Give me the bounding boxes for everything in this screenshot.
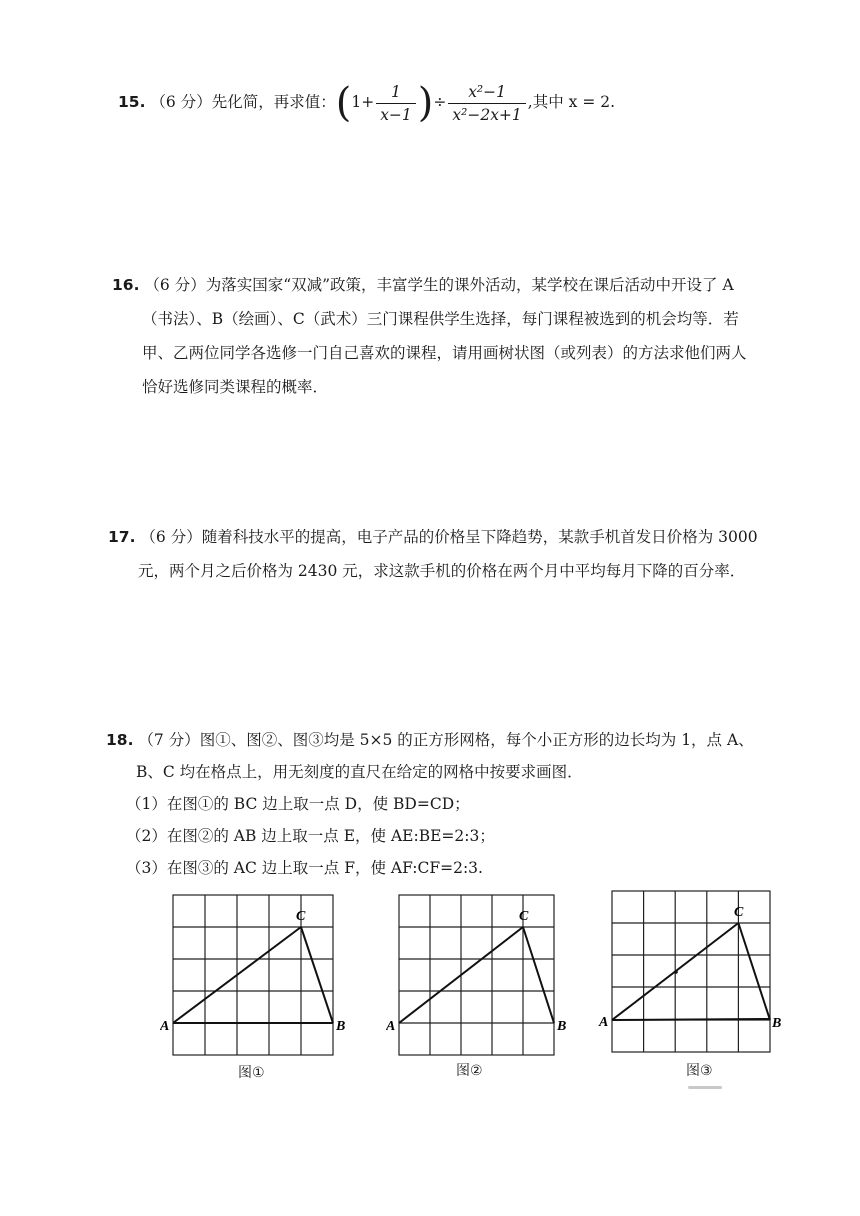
grid-lines xyxy=(173,895,333,1055)
question-score: （6 分） xyxy=(144,276,206,294)
question-line-1: 为落实国家“双减”政策，丰富学生的课外活动，某学校在课后活动中开设了 A xyxy=(205,276,734,294)
fraction-1-numerator: 1 xyxy=(376,81,416,104)
fraction-2 xyxy=(448,81,525,126)
question-line-4: 恰好选修同类课程的概率． xyxy=(142,378,329,396)
grid-figure-3 xyxy=(598,886,798,1061)
mark-dot xyxy=(674,970,678,974)
question-score: （6 分） xyxy=(150,93,212,111)
question-line-1: 图①、图②、图③均是 5×5 的正方形网格，每个小正方形的边长均为 1，点 A、 xyxy=(199,731,754,749)
right-paren: ) xyxy=(417,80,434,126)
question-line-2: （书法）、B（绘画）、C（武术）三门课程供学生选择，每门课程被选到的机会均等．若 xyxy=(142,310,739,328)
point-a-label: A xyxy=(160,1019,170,1034)
question-15 xyxy=(118,78,615,126)
point-b-label: B xyxy=(772,1016,782,1031)
question-16 xyxy=(112,268,812,404)
question-17 xyxy=(108,520,818,588)
question-number: 18. xyxy=(106,731,134,749)
fraction-1-denominator: x−1 xyxy=(380,105,412,124)
question-line-2: 元，两个月之后价格为 2430 元，求这款手机的价格在两个月中平均每月下降的百分率． xyxy=(138,562,746,580)
triangle-abc xyxy=(173,927,333,1023)
question-line-3: 甲、乙两位同学各选修一门自己喜欢的课程，请用画树状图（或列表）的方法求他们两人 xyxy=(142,344,747,362)
question-text: 先化简，再求值： xyxy=(211,93,336,111)
point-c-label: C xyxy=(296,909,306,924)
triangle-abc xyxy=(399,927,554,1023)
figure-2-caption: 图② xyxy=(456,1063,483,1079)
grid-figure-2 xyxy=(386,890,586,1065)
figure-1-caption: 图① xyxy=(238,1065,265,1081)
question-tail: ,其中 x = 2. xyxy=(527,93,616,111)
grid-lines xyxy=(399,895,554,1055)
divide-sign: ÷ xyxy=(433,93,447,111)
question-number: 15. xyxy=(118,93,146,111)
fraction-1 xyxy=(376,81,416,126)
fraction-2-denominator: x²−2x+1 xyxy=(452,105,522,124)
point-b-label: B xyxy=(557,1019,567,1034)
fraction-2-numerator: x²−1 xyxy=(448,81,525,104)
question-score: （7 分） xyxy=(138,731,200,749)
figure-3-caption: 图③ xyxy=(686,1063,713,1079)
scan-smudge xyxy=(688,1086,722,1089)
left-paren: ( xyxy=(335,80,352,126)
point-b-label: B xyxy=(336,1019,346,1034)
grid-lines xyxy=(612,891,770,1052)
question-score: （6 分） xyxy=(140,528,202,546)
question-part-2: （2）在图②的 AB 边上取一点 E，使 AE:BE=2:3； xyxy=(126,827,495,845)
grid-figure-1 xyxy=(160,890,360,1065)
point-c-label: C xyxy=(519,909,529,924)
expr-one-plus: 1+ xyxy=(351,93,375,111)
question-18 xyxy=(106,724,826,884)
question-number: 16. xyxy=(112,276,140,294)
question-line-2: B、C 均在格点上，用无刻度的直尺在给定的网格中按要求画图． xyxy=(136,763,583,781)
point-a-label: A xyxy=(599,1015,609,1030)
question-part-1: （1）在图①的 BC 边上取一点 D，使 BD=CD； xyxy=(126,795,470,813)
question-number: 17. xyxy=(108,528,136,546)
question-line-1: 随着科技水平的提高，电子产品的价格呈下降趋势，某款手机首发日价格为 3000 xyxy=(201,528,758,546)
triangle-abc xyxy=(612,923,770,1020)
point-c-label: C xyxy=(734,905,744,920)
point-a-label: A xyxy=(386,1019,396,1034)
question-part-3: （3）在图③的 AC 边上取一点 F，使 AF:CF=2:3. xyxy=(126,859,483,877)
